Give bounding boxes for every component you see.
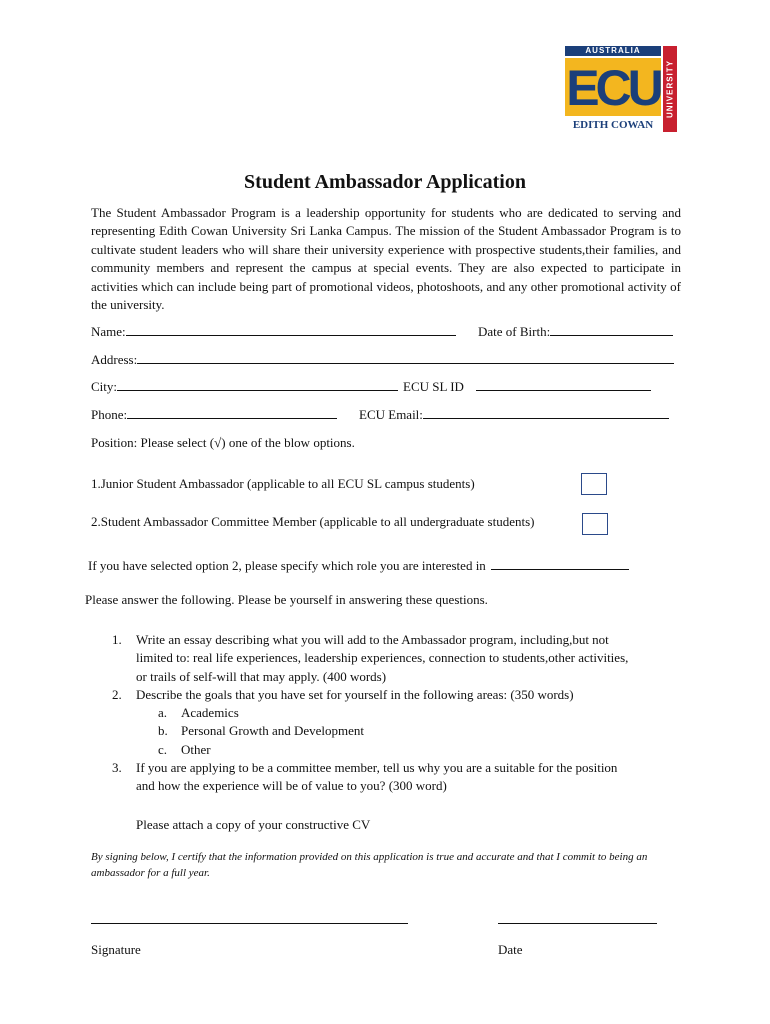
question-2 <box>112 686 672 759</box>
logo-main-block <box>565 58 661 116</box>
email-field[interactable] <box>359 406 669 424</box>
page-title: Student Ambassador Application <box>244 171 526 193</box>
sub-item-letter: c. <box>158 741 168 757</box>
sub-item-text: Personal Growth and Development <box>181 723 365 739</box>
address-input-line[interactable] <box>137 351 674 364</box>
address-field[interactable] <box>91 351 674 369</box>
logo-bottom-band <box>565 118 661 132</box>
phone-label: Phone: <box>91 407 128 422</box>
question-line: If you are applying to be a committee member, tell us why you are a suitable for the position <box>136 760 618 776</box>
option-2-label: 2.Student Ambassador Committee Member (applicable to all undergraduate students) <box>91 514 535 529</box>
name-field[interactable] <box>91 323 456 341</box>
question-line: Describe the goals that you have set for yourself in the following areas: (350 words) <box>136 686 574 702</box>
question-line: Write an essay describing what you will add to the Ambassador program, including,but not <box>136 632 609 647</box>
city-input-line[interactable] <box>117 378 398 391</box>
intro-paragraph: The Student Ambassador Program is a leadership opportunity for students who are dedicated to serving and representing Edith Cowan University Sri Lanka Campus. The mission of the Student Ambassador Program is to cultivate student leaders who will share their university experience with prospective students,their families, and community members and represent the campus at special events. They are also expected to participate in activities which can include being part of promotional videos, photoshoots, and any other promotional activity of the university. <box>91 205 681 313</box>
name-label: Name: <box>91 324 126 339</box>
city-label: City: <box>91 379 118 394</box>
question-3 <box>112 759 672 796</box>
name-input-line[interactable] <box>126 323 456 336</box>
city-field[interactable] <box>91 378 398 396</box>
dob-input-line[interactable] <box>550 323 673 336</box>
logo-top-text: AUSTRALIA <box>585 46 641 55</box>
ecu-id-field[interactable] <box>403 378 651 396</box>
option-1-label: 1.Junior Student Ambassador (applicable to all ECU SL campus students) <box>91 476 475 491</box>
question-line: limited to: real life experiences, leadership experiences, connection to students,other activities, <box>136 650 629 666</box>
option-2-followup-label: If you have selected option 2, please specify which role you are interested in <box>88 558 486 573</box>
logo-top-band <box>565 46 661 56</box>
position-prompt: Position: Please select (√) one of the blow options. <box>91 435 355 450</box>
sub-item <box>136 741 672 759</box>
option-2-followup[interactable] <box>88 557 629 575</box>
sub-item-text: Other <box>181 741 211 757</box>
date-line[interactable] <box>498 923 657 924</box>
email-label: ECU Email: <box>359 407 423 422</box>
question-number: 2. <box>112 686 122 702</box>
option-1-checkbox[interactable] <box>581 473 607 495</box>
sub-item <box>136 704 672 722</box>
logo-bottom-text: EDITH COWAN <box>572 119 654 131</box>
questions-intro: Please answer the following. Please be yourself in answering these questions. <box>85 592 488 607</box>
option-2-checkbox[interactable] <box>582 513 608 535</box>
email-input-line[interactable] <box>423 406 669 419</box>
question-line: or trails of self-will that may apply. (400 words) <box>136 668 387 684</box>
ecu-id-input-line[interactable] <box>476 378 651 391</box>
attach-cv-note: Please attach a copy of your constructive CV <box>136 817 371 832</box>
question-number: 3. <box>112 760 122 776</box>
question-number: 1. <box>112 632 122 647</box>
logo-main-text: ECU <box>566 60 660 116</box>
certification-statement: By signing below, I certify that the information provided on this application is true and accurate and that I commit to being an ambassador for a full year. <box>91 851 648 879</box>
phone-input-line[interactable] <box>127 406 337 419</box>
sub-item-letter: a. <box>158 705 168 721</box>
question-line: and how the experience will be of value to you? (300 word) <box>136 778 447 794</box>
sub-item-text: Academics <box>181 705 239 721</box>
role-input-line[interactable] <box>491 557 629 570</box>
sub-item-letter: b. <box>158 723 168 739</box>
signature-line[interactable] <box>91 923 408 924</box>
logo-side-band <box>663 46 677 132</box>
dob-field[interactable] <box>478 323 673 341</box>
ecu-logo <box>565 46 677 132</box>
sub-item <box>136 722 672 740</box>
ecu-id-label: ECU SL ID <box>403 379 464 394</box>
question-1 <box>112 631 672 686</box>
address-label: Address: <box>91 352 138 367</box>
phone-field[interactable] <box>91 406 337 424</box>
date-label: Date <box>498 942 523 957</box>
dob-label: Date of Birth: <box>478 324 551 339</box>
questions-list <box>112 631 672 796</box>
logo-side-text: UNIVERSITY <box>665 59 675 119</box>
signature-label: Signature <box>91 942 141 957</box>
